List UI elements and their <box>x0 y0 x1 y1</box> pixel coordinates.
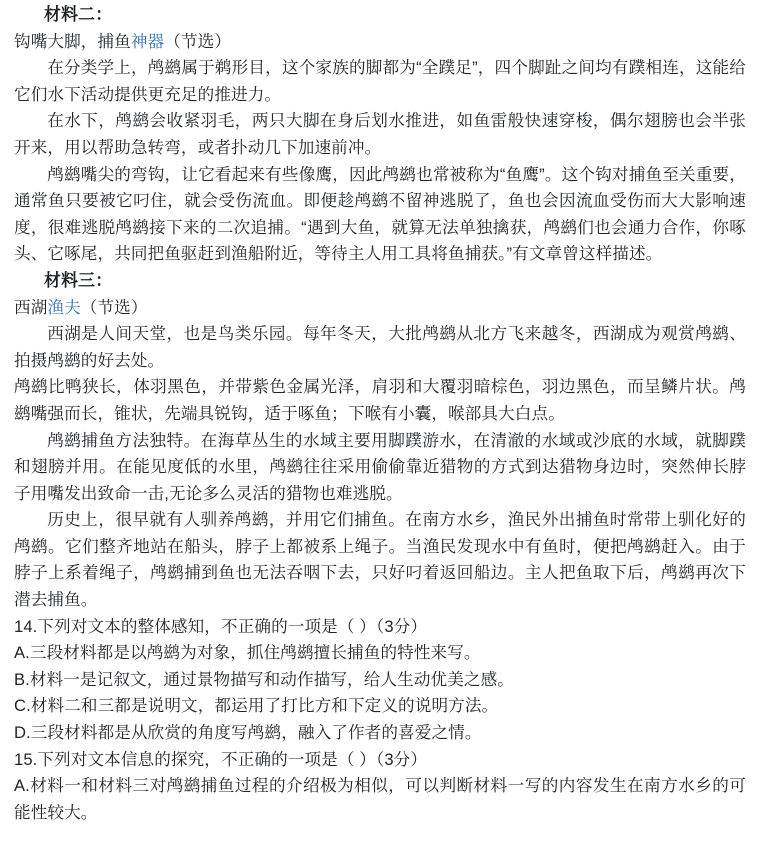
question-14-option-b[interactable]: B.材料一是记叙文，通过景物描写和动作描写，给人生动优美之感。 <box>14 669 514 689</box>
question-stem-14: 14.下列对文本的整体感知，不正确的一项是（ ）（3分） <box>14 616 428 636</box>
article-title-accent-text: 渔夫 <box>47 297 81 317</box>
article-title-material-three <box>14 295 746 322</box>
article-title-plain-text: 西湖 <box>14 297 48 317</box>
paragraph-m2-1: 在分类学上，鸬鹚属于鹈形目，这个家族的脚都为“全蹼足”，四个脚趾之间均有蹼相连，这能给它们水下活动提供更充足的推进力。 <box>14 58 746 104</box>
paragraph-m3-4: 历史上，很早就有人驯养鸬鹚，并用它们捕鱼。在南方水乡，渔民外出捕鱼时常带上驯化好的鸬鹚。它们整齐地站在船头，脖子上都被系上绳子。当渔民发现水中有鱼时，便把鸬鹚赶入。由于脖子上系着绳子，鸬鹚捕到鱼也无法吞咽下去，只好叼着返回船边。主人把鱼取下后，鸬鹚再次下潜去捕鱼。 <box>14 510 746 610</box>
article-title-suffix: （节选） <box>80 297 148 317</box>
paragraph-m3-3: 鸬鹚捕鱼方法独特。在海草丛生的水域主要用脚蹼游水，在清澈的水域或沙底的水域，就脚蹼和翅膀并用。在能见度低的水里，鸬鹚往往采用偷偷靠近猎物的方式到达猎物身边时，突然伸长脖子用嘴发出致命一击,无论多么灵活的猎物也难逃脱。 <box>14 430 746 503</box>
paragraph-m2-3: 鸬鹚嘴尖的弯钩，让它看起来有些像鹰，因此鸬鹚也常被称为“鱼鹰”。这个钩对捕鱼至关重要，通常鱼只要被它叼住，就会受伤流血。即便趁鸬鹚不留神逃脱了，鱼也会因流血受伤而大大影响速度，很难逃脱鸬鹚接下来的二次追捕。“遇到大鱼，就算无法单独擒获，鸬鹚们也会通力合作，你啄头、它啄尾，共同把鱼驱赶到渔船附近，等待主人用工具将鱼捕获。”有文章曾这样描述。 <box>14 164 746 264</box>
paragraph-m3-1: 西湖是人间天堂，也是鸟类乐园。每年冬天，大批鸬鹚从北方飞来越冬，西湖成为观赏鸬鹚、拍摄鸬鹚的好去处。 <box>14 324 746 370</box>
paragraph-m2-2: 在水下，鸬鹚会收紧羽毛，两只大脚在身后划水推进，如鱼雷般快速穿梭，偶尔翅膀也会半张开来，用以帮助急转弯，或者扑动几下加速前冲。 <box>14 111 746 157</box>
question-stem-15: 15.下列对文本信息的探究，不正确的一项是（ ）（3分） <box>14 749 428 769</box>
question-15-option-a[interactable]: A.材料一和材料三对鸬鹚捕鱼过程的介绍极为相似，可以判断材料一写的内容发生在南方水乡的可能性较大。 <box>14 776 746 822</box>
article-title-material-two <box>14 29 746 56</box>
paragraph-m3-2: 鸬鹚比鸭狭长，体羽黑色，并带紫色金属光泽，肩羽和大覆羽暗棕色，羽边黑色，而呈鳞片状。鸬鹚嘴强而长，锥状，先端具锐钩，适于啄鱼；下喉有小囊，喉部具大白点。 <box>14 377 746 423</box>
section-heading-material-three: 材料三： <box>44 270 113 290</box>
section-heading-material-two: 材料二： <box>44 5 113 24</box>
question-14-option-d[interactable]: D.三段材料都是从欣赏的角度写鸬鹚，融入了作者的喜爱之情。 <box>14 723 482 743</box>
question-14-option-c[interactable]: C.材料二和三都是说明文，都运用了打比方和下定义的说明方法。 <box>14 696 499 716</box>
question-14-option-a[interactable]: A.三段材料都是以鸬鹚为对象，抓住鸬鹚擅长捕鱼的特性来写。 <box>14 643 481 663</box>
article-title-plain-text: 钩嘴大脚，捕鱼 <box>14 31 131 51</box>
article-title-suffix: （节选） <box>164 31 232 51</box>
article-title-accent-text: 神器 <box>130 31 165 51</box>
